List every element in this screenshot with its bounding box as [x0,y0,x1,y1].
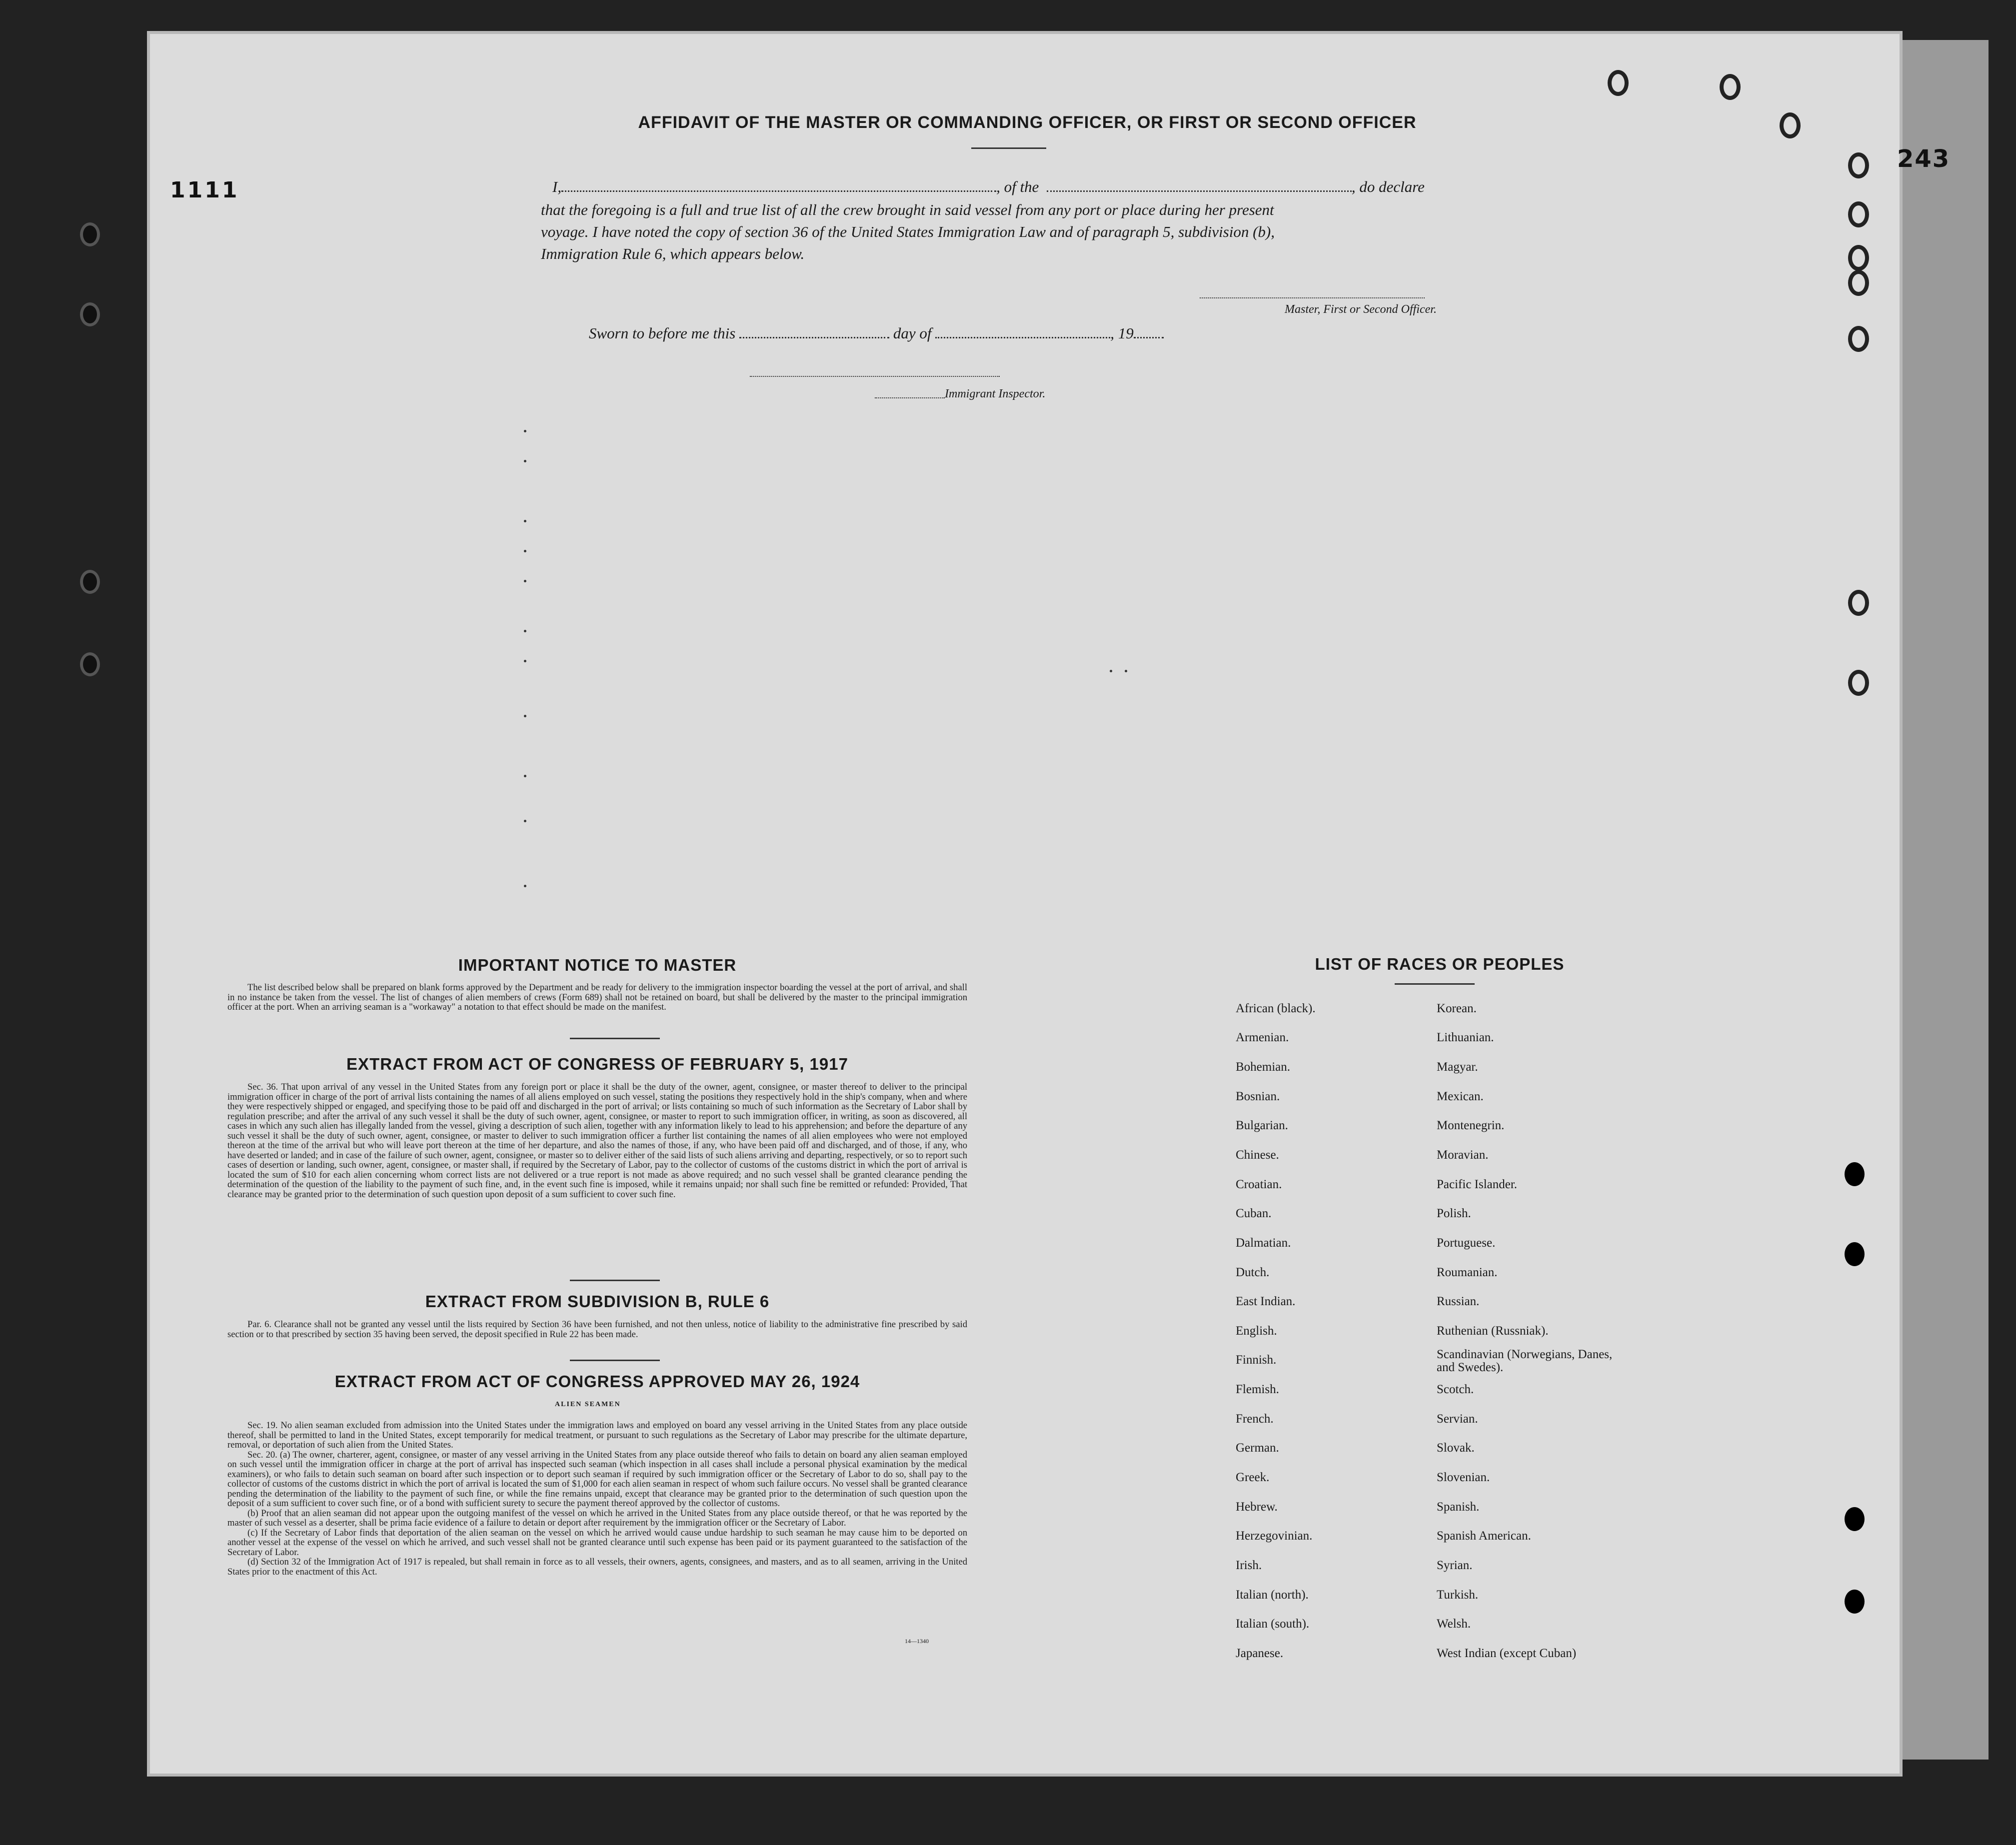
punch-hole [1848,201,1869,227]
race-item: Servian. [1437,1412,1478,1426]
punch-hole [1848,590,1869,616]
punch-hole [1845,1590,1865,1614]
affidavit-declare: , do declare [1351,178,1425,195]
race-item: Italian (north). [1236,1588,1309,1602]
race-item: Bulgarian. [1236,1119,1288,1132]
extract1-text [227,1082,967,1199]
month-blank[interactable] [935,337,1110,338]
race-item: Russian. [1437,1295,1480,1308]
race-item: Bohemian. [1236,1060,1291,1074]
race-item: Montenegrin. [1437,1119,1505,1132]
race-item: Korean. [1437,1002,1477,1015]
notice-title: IMPORTANT NOTICE TO MASTER [458,956,737,974]
form-number: 14—1340 [905,1638,929,1645]
sworn-line [589,322,1239,344]
race-item: Pacific Islander. [1437,1178,1518,1191]
race-item: Turkish. [1437,1588,1479,1602]
punch-hole [1848,152,1869,178]
races-title: LIST OF RACES OR PEOPLES [1315,955,1565,973]
race-item: Scotch. [1437,1383,1474,1396]
punch-hole [1845,1507,1865,1531]
margin-dot [524,775,526,777]
extract1-paragraph: Sec. 36. That upon arrival of any vessel in the United States from any foreign port or place it shall be the duty of the owner, agent, consignee, or master thereof to deliver to the principal immigration officer in charge of the port of arrival lists containing the names of all aliens employed on such vessel, stating the positions they respectively hold in the ship's company, when and where they were respectively shipped or engaged, and specifying those to be paid off and discharged in the port of arrival; or lists containing so much of such information as the Secretary of Labor shall by regulation prescribe; and after the arrival of any such vessel it shall be the duty of such owner, agent, consignee, or master to report to such immigration officer, in writing, as soon as discovered, all cases in which any such alien has illegally landed from the vessel, giving a description of such alien, together with any information likely to lead to his apprehension; and before the departure of any such vessel it shall be the duty of such owner, agent, consignee, or master to deliver to such immigration officer a further list containing the names of all alien employees who were not employed thereon at the time of the arrival but who will leave port thereon at the time of her departure, and also the names of those, if any, who have been paid off and discharged, and of those, if any, who have deserted or landed; and in case of the failure of such owner, agent, consignee, or master so to deliver either of the said lists of such aliens arriving and departing, respectively, or so to report such cases of desertion or landing, such owner, agent, consignee, or master shall, if required by the Secretary of Labor, pay to the collector of customs of the customs district in which the port of arrival is located the sum of $10 for each alien concerning whom correct lists are not delivered or a true report is not made as above required; and no such vessel shall be granted clearance pending the determination of the question of the liability to the payment of such fine, and, in the event such fine is imposed, while it remains unpaid; nor shall such fine be remitted or refunded: Provided, That clearance may be granted prior to the determination of such question upon deposit of a sum sufficient to cover such fine. [227,1082,967,1200]
race-item: Moravian. [1437,1148,1489,1162]
inspector-line [875,397,945,398]
punch-hole [1720,74,1741,100]
extract3-subtitle: ALIEN SEAMEN [555,1401,621,1408]
punch-hole [80,570,100,594]
affidavit-line4: Immigration Rule 6, which appears below. [541,245,805,262]
margin-dot [524,660,526,662]
divider [570,1280,660,1281]
extract2-title: EXTRACT FROM SUBDIVISION B, RULE 6 [425,1292,770,1311]
affidavit-line1 [552,176,1507,198]
extract1-title: EXTRACT FROM ACT OF CONGRESS OF FEBRUARY 5, 1917 [346,1055,848,1073]
race-item: African (black). [1236,1002,1316,1015]
extract3-p5: (d) Section 32 of the Immigration Act of 1917 is repealed, but shall remain in force as to all vessels, their owners, agents, consignees, and masters, and as to all seamen, arriving in the United States prior to the enactment of this Act. [227,1557,967,1577]
affidavit-of-the: , of the [996,178,1039,195]
year-blank[interactable] [1134,337,1164,338]
punch-hole [1845,1242,1865,1266]
affidavit-line3: voyage. I have noted the copy of section 36 of the United States Immigration Law and of paragraph 5, subdivision (b), [541,223,1275,240]
punch-hole [1848,245,1869,271]
race-item: Greek. [1236,1471,1270,1484]
page-number: 243 [1897,145,1951,173]
punch-hole [80,652,100,676]
margin-dot [1125,670,1127,672]
margin-dot [524,715,526,717]
stamped-number: 1111 [170,177,239,203]
extract3-p4: (c) If the Secretary of Labor finds that deportation of the alien seaman on the vessel on which he arrived would cause undue hardship to such seaman he may cause him to be deported on another vessel at the expense of the vessel on which he arrived, and such vessel shall not be granted clearance until such expense has been paid or its payment guaranteed to the satisfaction of the Secretary of Labor. [227,1527,967,1558]
divider [570,1038,660,1039]
name-blank[interactable] [561,190,996,192]
race-item: Herzegovinian. [1236,1529,1313,1543]
signature-label: Master, First or Second Officer. [1285,303,1437,316]
race-item: Ruthenian (Russniak). [1437,1324,1549,1338]
race-item: Syrian. [1437,1559,1473,1572]
signature-line [1200,297,1425,298]
race-item: Scandinavian (Norwegians, Danes, and Swedes). [1437,1348,1613,1374]
punch-hole [1608,70,1629,96]
punch-hole [1848,326,1869,352]
punch-hole [80,302,100,326]
margin-dot [524,580,526,582]
margin-dot [524,820,526,822]
extract2-text [227,1320,967,1339]
punch-hole [80,222,100,246]
extract3-p1: Sec. 19. No alien seaman excluded from admission into the United States under the immigration laws and employed on board any vessel arriving in the United States from any place outside thereof, shall be permitted to land in the United States, except temporarily for medical treatment, or pursuant to such regulations as the Secretary of Labor may prescribe for the ultimate departure, removal, or deportation of such alien from the United States. [227,1420,967,1450]
race-item: Spanish American. [1437,1529,1531,1543]
day-blank[interactable] [739,337,889,338]
race-item: East Indian. [1236,1295,1296,1308]
extract3-p3: (b) Proof that an alien seaman did not appear upon the outgoing manifest of the vessel on which he arrived in the United States from any place outside thereof, or that he was reported by the master of such vessel as a deserter, shall be prima facie evidence of a failure to detain or deport after requirement by the immigration officer or the Secretary of Labor. [227,1508,967,1528]
race-item: Welsh. [1437,1617,1471,1631]
affidavit-title: AFFIDAVIT OF THE MASTER OR COMMANDING OFFICER, OR FIRST OR SECOND OFFICER [638,113,1417,132]
margin-dot [524,630,526,632]
divider [570,1360,660,1361]
punch-hole [1780,112,1801,138]
affidavit-line2: that the foregoing is a full and true list of all the crew brought in said vessel from any port or place during her present [541,201,1274,218]
race-item: Japanese. [1236,1647,1284,1660]
race-item: German. [1236,1441,1279,1455]
vessel-blank[interactable] [1047,190,1352,192]
margin-dot [524,460,526,462]
extract3-text [227,1421,967,1577]
punch-hole [1845,1162,1865,1186]
race-item: Finnish. [1236,1353,1277,1367]
notice-paragraph: The list described below shall be prepared on blank forms approved by the Department and be ready for delivery to the immigration inspector boarding the vessel at the port of arrival, and shall in no instance be taken from the vessel. The list of changes of alien members of crews (Form 689) shall not be retained on board, but shall be delivered by the master to the principal immigration officer at the port. When an arriving seaman is a "workaway" a notation to that effect should be made on the manifest. [227,982,967,1012]
race-item: Lithuanian. [1437,1031,1494,1044]
punch-hole [1848,270,1869,296]
inspector-label: Immigrant Inspector. [945,387,1046,400]
race-item: Roumanian. [1437,1266,1498,1279]
race-item: Hebrew. [1236,1500,1278,1514]
notice-text [227,983,967,1012]
race-item: Slovenian. [1437,1471,1490,1484]
race-item: Irish. [1236,1559,1262,1572]
race-item: Portuguese. [1437,1236,1496,1250]
race-item: Cuban. [1236,1207,1272,1220]
race-item: Croatian. [1236,1178,1282,1191]
race-item: Magyar. [1437,1060,1478,1074]
sworn-prefix: Sworn to before me this [589,324,736,342]
extract3-title: EXTRACT FROM ACT OF CONGRESS APPROVED MAY 26, 1924 [334,1372,860,1391]
margin-dot [524,430,526,432]
race-item: West Indian (except Cuban) [1437,1647,1577,1660]
sworn-year: , 19 [1110,324,1134,342]
race-item: Mexican. [1437,1090,1484,1103]
race-item: Chinese. [1236,1148,1279,1162]
margin-dot [1110,670,1112,672]
affidavit-i: I, [552,178,562,195]
race-item: Bosnian. [1236,1090,1280,1103]
race-item: Armenian. [1236,1031,1289,1044]
margin-dot [524,885,526,887]
race-item: Dalmatian. [1236,1236,1291,1250]
sworn-day-of: day of [893,324,932,342]
race-item: Italian (south). [1236,1617,1310,1631]
extract3-p2: Sec. 20. (a) The owner, charterer, agent, consignee, or master of any vessel arriving in the United States from any place outside thereof who fails to detain on board any alien seaman employed on such vessel until the immigration officer in charge at the port of arrival has inspected such seaman (which inspection in all cases shall include a personal physical examination by the medical examiners), or who fails to detain such seaman on board after such inspection or to deport such seaman if required by such immigration officer or the Secretary of Labor to do so, shall pay to the collector of customs of the customs district in which the port of arrival is located the sum of $1,000 for each alien seaman in respect of whom such failure occurs. No vessel shall be granted clearance pending the determination of the liability to the payment of such fine, or while the fine remains unpaid, except that clearance may be granted prior to the determination of such question upon the deposit of a sum sufficient to cover such fine, or of a bond with sufficient surety to secure the payment thereof approved by the collector of customs. [227,1449,967,1509]
race-item: Polish. [1437,1207,1471,1220]
divider [1395,983,1475,985]
divider [971,147,1046,149]
margin-dot [524,520,526,522]
race-item: Dutch. [1236,1266,1270,1279]
inspector-line [750,376,1000,377]
race-item: Spanish. [1437,1500,1480,1514]
race-item: English. [1236,1324,1277,1338]
punch-hole [1848,670,1869,696]
extract2-paragraph: Par. 6. Clearance shall not be granted any vessel until the lists required by Section 36 have been furnished, and not then unless, notice of liability to the administrative fine prescribed by said section or to that prescribed by section 35 having been served, the deposit specified in Rule 22 has been made. [227,1319,967,1340]
margin-dot [524,550,526,552]
race-item: Flemish. [1236,1383,1279,1396]
race-item: Slovak. [1437,1441,1475,1455]
race-item: French. [1236,1412,1274,1426]
